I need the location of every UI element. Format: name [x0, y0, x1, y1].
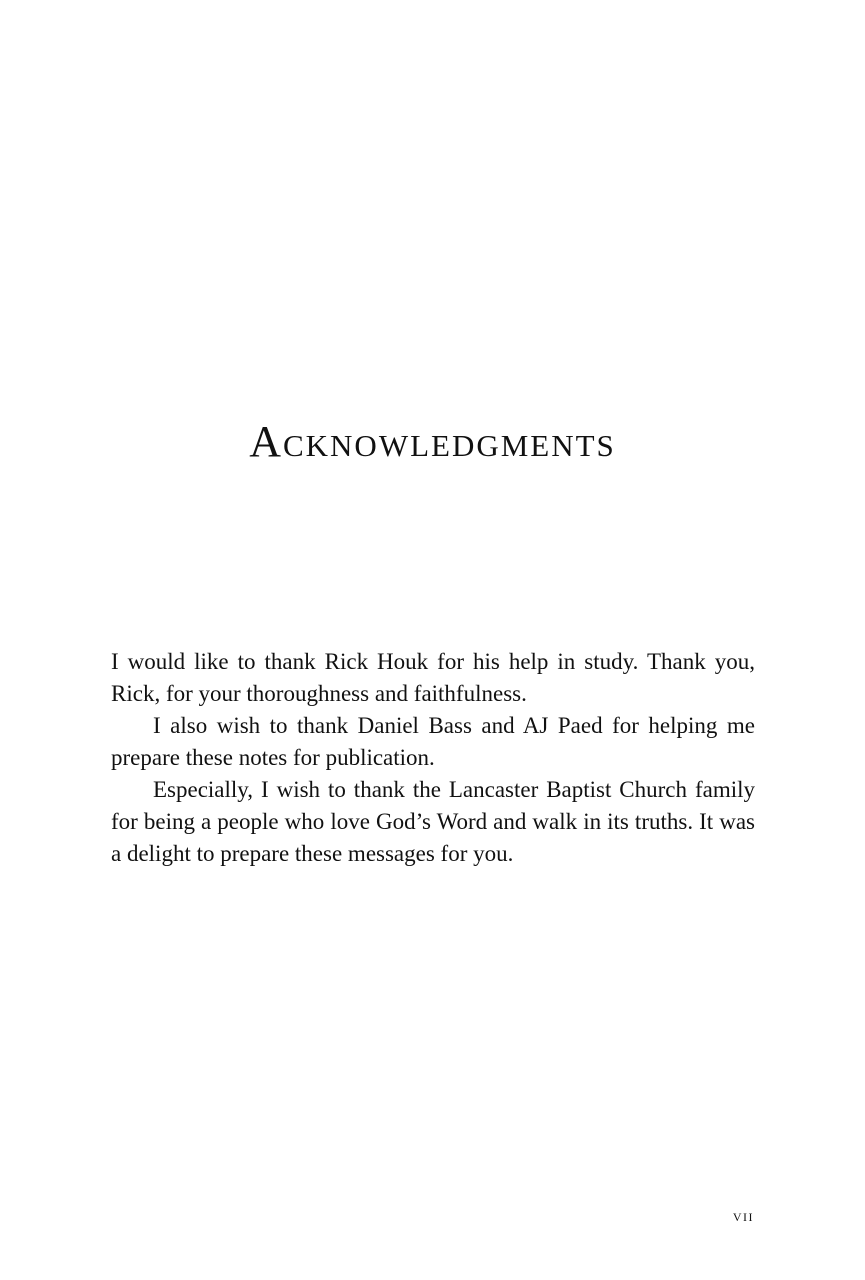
- paragraph-3: Especially, I wish to thank the Lancaster Baptist Church family for being a people who love God’s Word and walk in its truths. It was a delight to prepare these messages for you.: [111, 777, 755, 866]
- paragraph-1: I would like to thank Rick Houk for his help in study. Thank you, Rick, for your thoroughness and faithfulness.: [111, 649, 755, 706]
- acknowledgments-body: [111, 646, 755, 870]
- page-number: vii: [732, 1206, 754, 1225]
- paragraph-2: I also wish to thank Daniel Bass and AJ Paed for helping me prepare these notes for publication.: [111, 713, 755, 770]
- page-title: Acknowledgments: [249, 417, 616, 466]
